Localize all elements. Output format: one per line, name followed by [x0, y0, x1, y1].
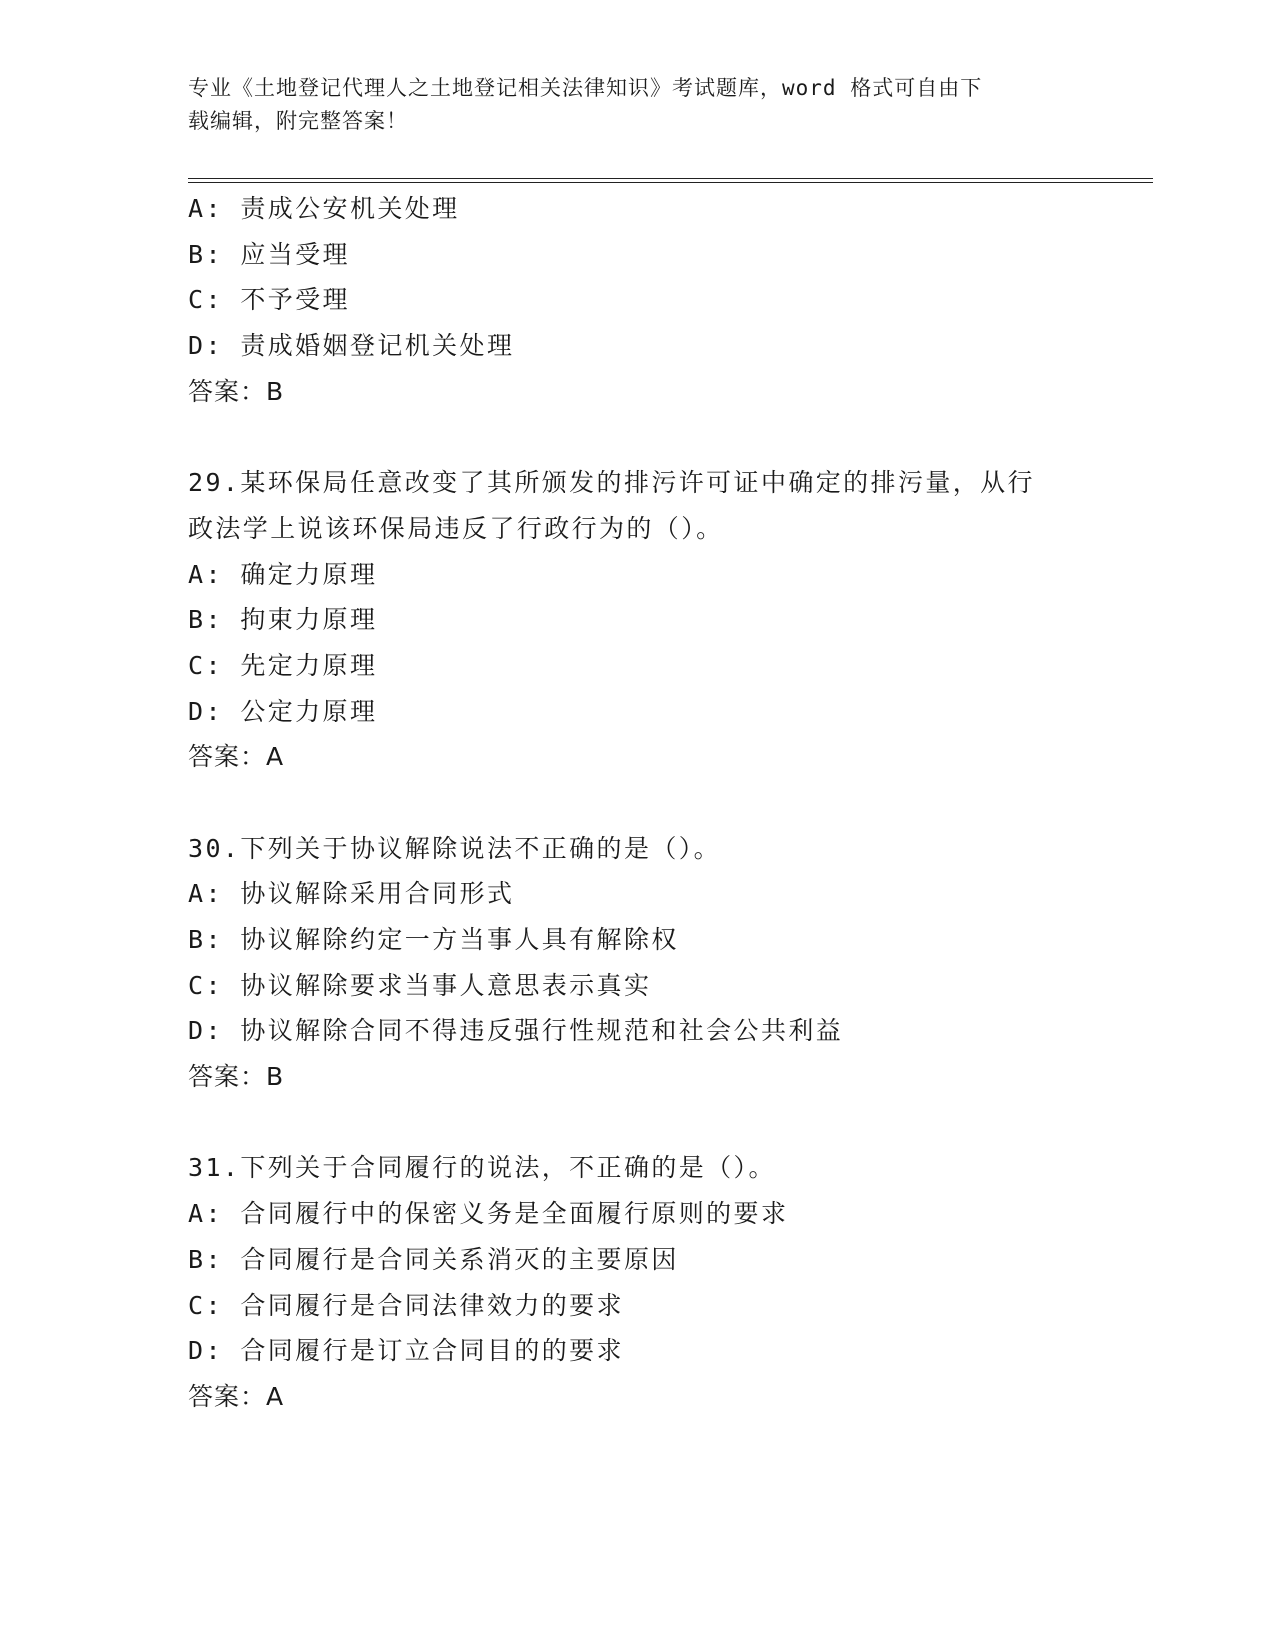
question-text-line: 政法学上说该环保局违反了行政行为的（）。	[188, 513, 724, 543]
option-b: B: 应当受理	[188, 239, 350, 269]
option-d: D: 责成婚姻登记机关处理	[188, 331, 515, 361]
option-d: D: 合同履行是订立合同目的的要求	[188, 1336, 624, 1366]
header-line-1: 专业《土地登记代理人之土地登记相关法律知识》考试题库，word 格式可自由下	[188, 76, 983, 100]
option-a: A: 合同履行中的保密义务是全面履行原则的要求	[188, 1199, 789, 1229]
header-divider-bottom	[188, 182, 1153, 183]
option-a: A: 协议解除采用合同形式	[188, 879, 515, 909]
answer-line: 答案：B	[188, 1062, 285, 1092]
option-d: D: 协议解除合同不得违反强行性规范和社会公共利益	[188, 1016, 844, 1046]
option-b: B: 协议解除约定一方当事人具有解除权	[188, 925, 679, 954]
question-block-31	[188, 1145, 1148, 1419]
question-block-29	[188, 460, 1148, 780]
question-block-30	[188, 826, 1148, 1100]
option-a: A: 确定力原理	[188, 559, 378, 589]
option-c: C: 协议解除要求当事人意思表示真实	[188, 970, 652, 1000]
option-b: B: 拘束力原理	[188, 605, 378, 635]
document-header	[188, 72, 1068, 138]
question-text-line: 29.某环保局任意改变了其所颁发的排污许可证中确定的排污量，从行	[188, 468, 1035, 498]
answer-line: 答案：B	[188, 376, 285, 406]
option-c: C: 先定力原理	[188, 650, 378, 680]
question-block-28	[188, 186, 1148, 414]
header-divider-top	[188, 178, 1153, 179]
answer-line: 答案：A	[188, 742, 285, 772]
option-b: B: 合同履行是合同关系消灭的主要原因	[188, 1244, 679, 1274]
option-a: A: 责成公安机关处理	[188, 194, 460, 223]
option-d: D: 公定力原理	[188, 696, 378, 726]
question-text-line: 31.下列关于合同履行的说法，不正确的是（）。	[188, 1153, 776, 1183]
question-text-line: 30.下列关于协议解除说法不正确的是（）。	[188, 833, 722, 863]
answer-line: 答案：A	[188, 1381, 285, 1411]
option-c: C: 合同履行是合同法律效力的要求	[188, 1290, 624, 1320]
question-list	[188, 186, 1148, 1420]
option-c: C: 不予受理	[188, 285, 350, 315]
header-line-2: 载编辑，附完整答案！	[188, 109, 408, 133]
